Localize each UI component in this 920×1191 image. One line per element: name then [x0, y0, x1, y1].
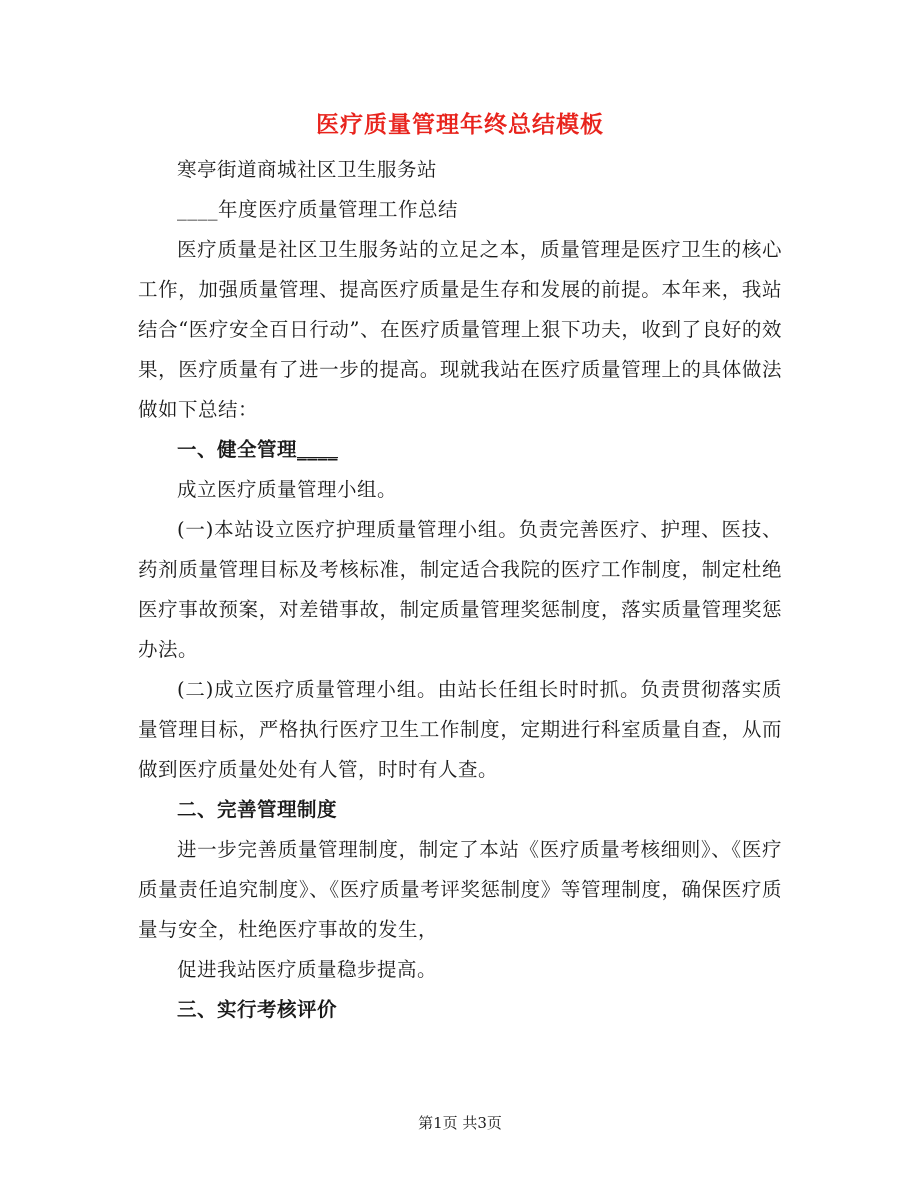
- section-1-paragraph-3: (二)成立医疗质量管理小组。由站长任组长时时抓。负责贯彻落实质量管理目标，严格执行医疗卫生工作制度，定期进行科室质量自查，从而做到医疗质量处处有人管，时时有人查。: [138, 678, 782, 781]
- section-2-paragraph-1: 进一步完善质量管理制度，制定了本站《医疗质量考核细则》、《医疗质量责任追究制度》、《医疗质量考评奖惩制度》等管理制度，确保医疗质量与安全，杜绝医疗事故的发生，: [138, 838, 782, 941]
- section-1-paragraph-1: 成立医疗质量管理小组。: [177, 478, 398, 501]
- section-1-heading: 一、健全管理____: [177, 438, 339, 461]
- section-2-paragraph-2: 促进我站医疗质量稳步提高。: [177, 958, 438, 981]
- subtitle-text: 年度医疗质量管理工作总结: [218, 198, 459, 221]
- subtitle-blank: ____: [177, 198, 218, 221]
- intro-paragraph: 医疗质量是社区卫生服务站的立足之本，质量管理是医疗卫生的核心工作，加强质量管理、提高医疗质量是生存和发展的前提。本年来，我站结合“医疗安全百日行动”、在医疗质量管理上狠下功夫，收到了良好的效果，医疗质量有了进一步的提高。现就我站在医疗质量管理上的具体做法做如下总结：: [138, 238, 782, 421]
- subtitle-line: [138, 190, 782, 230]
- page-number-footer: 第1页 共3页: [418, 1114, 502, 1132]
- document-body: [138, 150, 782, 1030]
- document-title: 医疗质量管理年终总结模板: [316, 111, 604, 138]
- section-1-heading-blank: ____: [297, 438, 339, 461]
- section-1-paragraph-2: (一)本站设立医疗护理质量管理小组。负责完善医疗、护理、医技、药剂质量管理目标及考核标准，制定适合我院的医疗工作制度，制定杜绝医疗事故预案，对差错事故，制定质量管理奖惩制度，落实质量管理奖惩办法。: [138, 518, 782, 661]
- section-3-heading: 三、实行考核评价: [177, 998, 338, 1021]
- section-2-heading: 二、完善管理制度: [177, 798, 338, 821]
- organization-line: 寒亭街道商城社区卫生服务站: [177, 158, 438, 181]
